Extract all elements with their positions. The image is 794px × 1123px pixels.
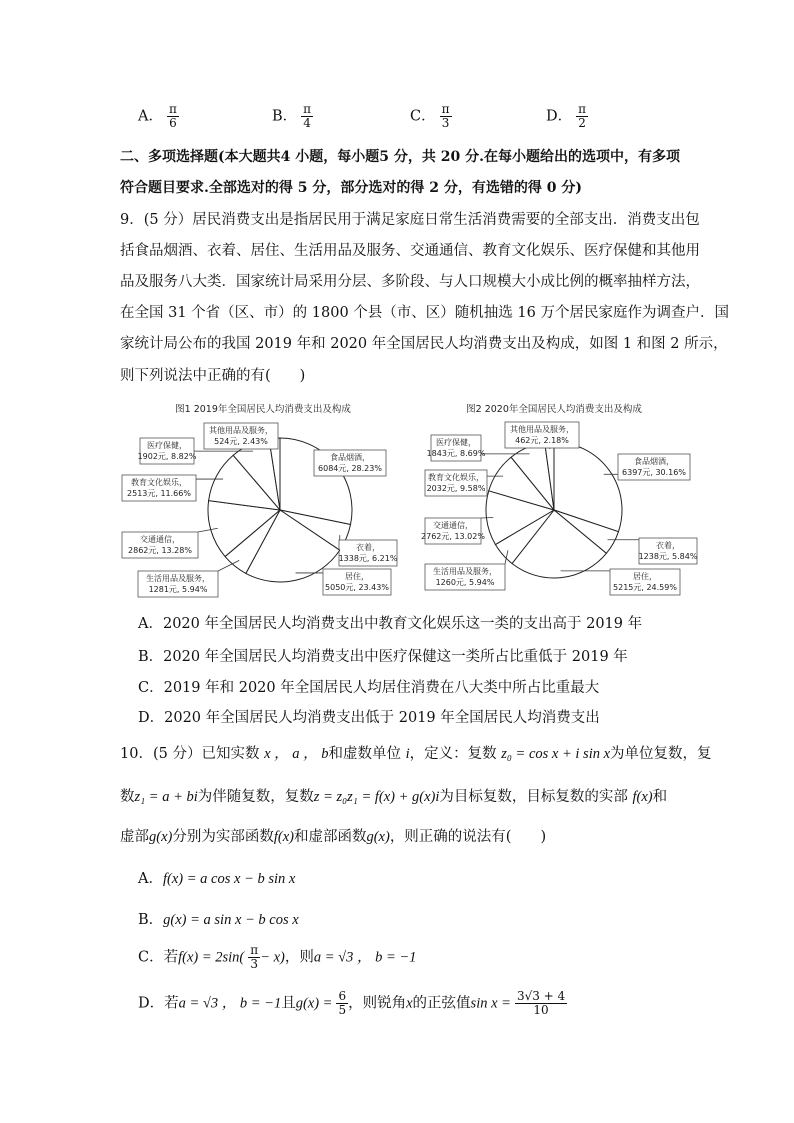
chart2-data-label-1-name: 食品烟酒， (634, 457, 674, 466)
chart1-data-label-2-name: 衣着， (356, 543, 380, 552)
chart1-data-label-3-value: 5050元, 23.43% (325, 583, 389, 592)
chart2-pie (421, 422, 698, 595)
chart1-data-label-2-value: 1338元, 6.21% (338, 554, 398, 563)
q10-option-b: B．g(x) = a sin x − b cos x (138, 912, 299, 928)
chart1-data-label-1-value: 6084元, 28.23% (318, 464, 382, 473)
chart2-data-label-5-value: 2762元, 13.02% (421, 532, 485, 541)
chart2-data-label-2-name: 衣着， (656, 541, 680, 550)
q8-option-b: B． $\frac{\pi}{4}$ (272, 102, 312, 130)
chart2-data-label-5-name: 交通通信， (433, 521, 473, 530)
chart1-data-label-7-value: 1902元, 8.82% (137, 452, 197, 461)
q9-stem-line1: 9．(5 分）居民消费支出是指居民用于满足家庭日常生活消费需要的全部支出．消费支出包 (120, 212, 700, 228)
chart2-data-label-7-value: 1843元, 8.69% (426, 449, 486, 458)
q9-option-c: C．2019 年和 2020 年全国居民人均居住消费在八大类中所占比重最大 (138, 680, 600, 696)
chart2-data-label-7-name: 医疗保健， (436, 438, 476, 447)
q10-option-a: A．f(x) = a cos x − b sin x (138, 871, 296, 887)
chart2-data-label-4-name: 生活用品及服务， (433, 567, 497, 576)
chart2-data-label-3-name: 居住， (633, 572, 657, 581)
chart1-data-label-4-value: 1281元, 5.94% (148, 585, 208, 594)
chart2-data-label-3-value: 5215元, 24.59% (613, 583, 677, 592)
chart1-data-label-8-value: 524元, 2.43% (214, 437, 268, 446)
chart1-data-label-5-value: 2862元, 13.28% (128, 546, 192, 555)
chart1-data-label-8-name: 其他用品及服务， (209, 426, 273, 435)
q10-stem-line1: 10．(5 分）已知实数 x ， a ， b和虚数单位 i，定义：复数 z₀ = cos x + i sin x为单位复数，复 (120, 746, 712, 762)
chart2-data-label-2-value: 1238元, 5.84% (638, 552, 698, 561)
q10-stem-line3: 虚部g(x)分别为实部函数f(x)和虚部函数g(x)，则正确的说法有( ) (120, 829, 547, 845)
chart2-data-label-6-value: 2032元, 9.58% (426, 484, 486, 493)
chart1-data-label-6-value: 2513元, 11.66% (127, 489, 191, 498)
section2-heading-line2: 符合题目要求.全部选对的得 5 分，部分选对的得 2 分，有选错的得 0 分) (120, 180, 582, 196)
chart1-pie (122, 423, 398, 597)
q9-stem-line3: 品及服务八大类．国家统计局采用分层、多阶段、与人口规模大小成比例的概率抽样方法， (120, 274, 700, 290)
chart2-data-label-1-value: 6397元, 30.16% (622, 468, 686, 477)
q9-option-a: A．2020 年全国居民人均消费支出中教育文化娱乐这一类的支出高于 2019 年 (138, 616, 643, 632)
chart1-data-label-4-name: 生活用品及服务， (146, 574, 210, 583)
q8-option-c: C． $\frac{\pi}{3}$ (410, 102, 450, 130)
chart2-data-label-8-value: 462元, 2.18% (515, 436, 569, 445)
q10-option-c: C．若f(x) = 2sin( $\frac{\pi}{3}$ − x)，则a = √3 ， b = −1 (138, 943, 417, 971)
chart2-data-label-6-name: 教育文化娱乐， (428, 473, 484, 482)
chart1-data-label-1-name: 食品烟酒， (330, 453, 370, 462)
q9-option-b: B．2020 年全国居民人均消费支出中医疗保健这一类所占比重低于 2019 年 (138, 649, 628, 665)
chart1-data-label-7-name: 医疗保健， (147, 441, 187, 450)
q9-option-d: D．2020 年全国居民人均消费支出低于 2019 年全国居民人均消费支出 (138, 710, 600, 726)
q10-option-d: D．若a = √3 ， b = −1且g(x) = $\frac{6}{5}$ ，则锐角x的正弦值sin x = $\frac{3√3 + 4}{10}$ (138, 989, 566, 1017)
chart2-title: 图2 2020年全国居民人均消费支出及构成 (466, 404, 642, 415)
pie-charts-figure (118, 398, 698, 603)
section2-heading-line1: 二、多项选择题(本大题共4 小题，每小题5 分，共 20 分.在每小题给出的选项中，有多项 (120, 149, 680, 165)
q8-option-d: D． $\frac{\pi}{2}$ (546, 102, 587, 130)
chart2-data-label-4-value: 1260元, 5.94% (435, 578, 495, 587)
q9-stem-line4: 在全国 31 个省（区、市）的 1800 个县（市、区）随机抽选 16 万个居民家庭作为调查户．国 (120, 305, 729, 321)
chart1-data-label-6-name: 教育文化娱乐， (131, 478, 187, 487)
chart2-data-label-8-name: 其他用品及服务， (510, 425, 574, 434)
chart1-data-label-5-name: 交通通信， (140, 535, 180, 544)
q9-stem-line2: 括食品烟酒、衣着、居住、生活用品及服务、交通通信、教育文化娱乐、医疗保健和其他用 (120, 243, 700, 259)
q9-stem-line6: 则下列说法中正确的有( ) (120, 368, 306, 384)
q9-stem-line5: 家统计局公布的我国 2019 年和 2020 年全国居民人均消费支出及构成，如图 1 和图 2 所示， (120, 336, 728, 352)
q10-stem-line2: 数z₁ = a + bi为伴随复数，复数z = z₀z₁ = f(x) + g(x)i为目标复数，目标复数的实部 f(x)和 (120, 789, 668, 805)
chart1-data-label-3-name: 居住， (345, 572, 369, 581)
q8-option-a: A． $\frac{\pi}{6}$ (138, 102, 177, 130)
chart1-title: 图1 2019年全国居民人均消费支出及构成 (175, 404, 351, 415)
